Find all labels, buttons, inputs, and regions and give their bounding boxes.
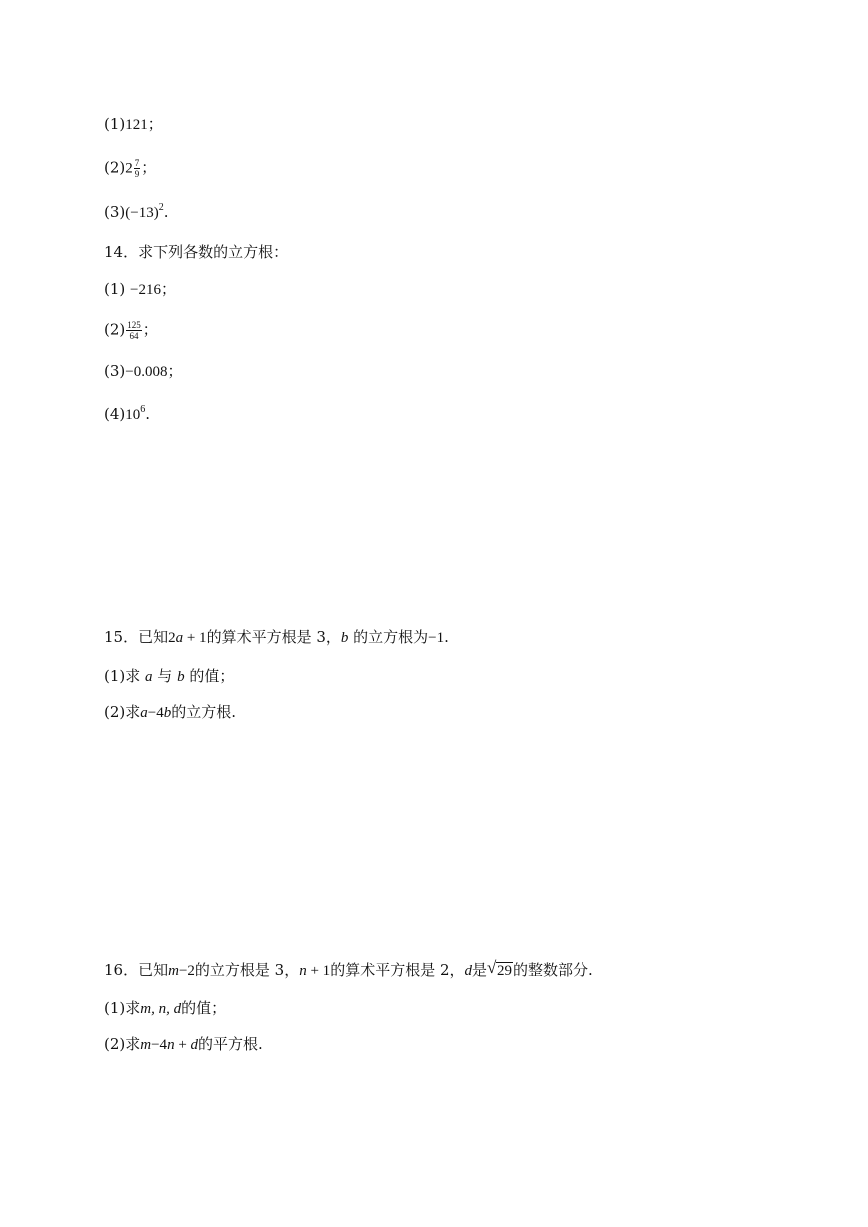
- q13-item-3: [104, 203, 168, 222]
- var-a: a: [175, 630, 184, 646]
- q14-item-1: [104, 280, 176, 299]
- sub-text: (2)求: [104, 1035, 141, 1053]
- q16-sub-1: [104, 999, 226, 1018]
- radicand: 29: [497, 963, 513, 979]
- q15-sub-2: [104, 703, 236, 722]
- q15-stem: [104, 628, 449, 647]
- numerator: 125: [127, 320, 141, 330]
- item-label: (1): [104, 115, 126, 133]
- q13-item-2: [104, 158, 156, 179]
- var-a: a: [145, 669, 153, 685]
- denominator: 9: [134, 169, 140, 179]
- q16-stem: [104, 958, 593, 980]
- exponent: 6: [140, 404, 146, 415]
- q14-item-4: [104, 405, 150, 424]
- base: 10: [125, 407, 141, 423]
- var-d: d: [464, 963, 472, 979]
- sub-text: (1)求: [104, 667, 146, 685]
- mixed-whole: 2: [125, 160, 133, 177]
- q14-title: 14．求下列各数的立方根：: [104, 243, 289, 261]
- q14-item-2: [104, 320, 158, 341]
- item-punct: .: [145, 405, 151, 423]
- item-punct: ；: [160, 280, 176, 298]
- fraction: [126, 320, 142, 341]
- var-b: b: [163, 705, 172, 721]
- stem-text: 的算术平方根是 3，: [206, 628, 341, 646]
- sub-text: 的值；: [181, 999, 227, 1017]
- item-label: (3): [104, 362, 126, 380]
- expr-rest: + 1: [306, 963, 331, 979]
- square-root: [487, 958, 513, 980]
- var-m: m: [140, 1037, 152, 1053]
- expr-number: 2: [168, 630, 176, 646]
- q13-item-1: [104, 115, 163, 134]
- plus-sign: +: [174, 1037, 191, 1053]
- item-label: (3): [104, 203, 126, 221]
- stem-text: 的整数部分.: [513, 961, 593, 979]
- var-b: b: [340, 630, 349, 646]
- stem-text: 的立方根为: [348, 628, 429, 646]
- q14-item-3: [104, 362, 182, 381]
- sub-text: (2)求: [104, 703, 141, 721]
- stem-text: 的立方根是 3，: [194, 961, 300, 979]
- item-punct: ；: [141, 158, 157, 177]
- item-value: 121: [125, 117, 148, 133]
- sub-text: 的值；: [184, 667, 235, 685]
- stem-text: 的算术平方根是 2，: [330, 961, 465, 979]
- var-n: n: [167, 1037, 175, 1053]
- item-punct: ；: [147, 115, 163, 133]
- expr-rest: −4: [151, 1037, 168, 1053]
- radical-sign-icon: √: [487, 958, 497, 977]
- var-d: d: [190, 1037, 199, 1053]
- var-b: b: [177, 669, 185, 685]
- item-punct: .: [163, 203, 169, 221]
- sub-text: 与: [152, 667, 178, 685]
- expr-rest: −4: [147, 705, 164, 721]
- var-list: m, n, d: [140, 1001, 182, 1017]
- fraction: [134, 158, 141, 179]
- stem-punct: .: [444, 628, 449, 646]
- stem-text: 16．已知: [104, 961, 169, 979]
- exponent: 2: [158, 202, 164, 213]
- item-punct: ；: [142, 320, 158, 339]
- expr-rest: −2: [178, 963, 195, 979]
- sub-text: 的立方根.: [171, 703, 236, 721]
- var-m: m: [168, 963, 179, 979]
- q15-sub-1: [104, 667, 234, 686]
- item-label: (2): [104, 158, 126, 177]
- item-value: −216: [130, 282, 161, 298]
- q16-sub-2: [104, 1035, 263, 1054]
- denominator: 64: [129, 331, 139, 341]
- stem-text: 15．已知: [104, 628, 169, 646]
- item-label: (2): [104, 320, 126, 339]
- sub-text: 的平方根.: [198, 1035, 263, 1053]
- item-label: (4): [104, 405, 126, 423]
- item-value: −0.008: [125, 364, 168, 380]
- stem-text: 是: [472, 961, 488, 979]
- item-punct: ；: [167, 362, 183, 380]
- value: −1: [428, 630, 445, 646]
- item-label: (1): [104, 280, 131, 298]
- expr-rest: + 1: [183, 630, 207, 646]
- numerator: 7: [134, 158, 140, 168]
- sub-text: (1)求: [104, 999, 141, 1017]
- var-n: n: [299, 963, 307, 979]
- base: (−13): [125, 205, 159, 221]
- var-a: a: [140, 705, 148, 721]
